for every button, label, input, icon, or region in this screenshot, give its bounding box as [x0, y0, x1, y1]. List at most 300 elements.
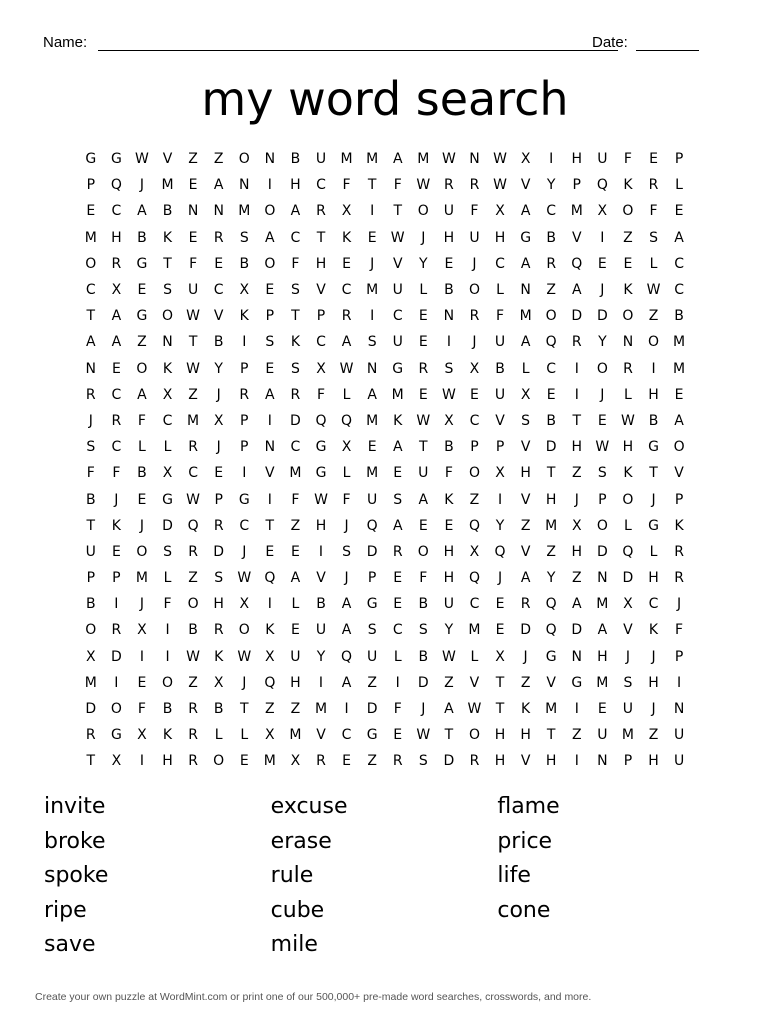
grid-letter: C: [213, 282, 224, 299]
grid-letter: T: [163, 255, 172, 272]
grid-letter: P: [572, 177, 581, 194]
grid-letter: Z: [648, 727, 659, 744]
grid-letter: U: [494, 386, 506, 403]
grid-letter: E: [367, 439, 377, 456]
grid-letter: A: [290, 570, 301, 587]
grid-letter: U: [673, 727, 685, 744]
grid-letter: U: [315, 151, 327, 168]
grid-letter: G: [315, 439, 327, 456]
grid-letter: H: [648, 674, 659, 691]
grid-letter: O: [162, 308, 174, 325]
grid-letter: I: [114, 596, 119, 613]
grid-letter: Z: [188, 151, 198, 168]
grid-letter: O: [136, 360, 148, 377]
grid-letter: S: [163, 543, 172, 560]
grid-letter: K: [214, 648, 224, 665]
grid-letter: B: [444, 439, 454, 456]
grid-letter: J: [216, 439, 221, 456]
grid-letter: Q: [264, 674, 276, 691]
grid-letter: F: [623, 151, 632, 168]
grid-letter: C: [674, 282, 684, 299]
grid-letter: S: [444, 360, 454, 377]
grid-letter: M: [238, 203, 251, 220]
grid-letter: S: [418, 622, 428, 639]
word-list-item: cube: [270, 897, 325, 923]
grid-letter: J: [242, 543, 247, 560]
word-list-item: save: [44, 932, 96, 958]
grid-row: [78, 486, 692, 512]
grid-letter: Z: [546, 543, 556, 560]
grid-letter: O: [417, 543, 429, 560]
grid-letter: I: [395, 674, 400, 691]
page-title: my word search: [201, 72, 569, 126]
grid-letter: B: [137, 465, 147, 482]
grid-letter: T: [367, 177, 377, 194]
grid-letter: I: [165, 648, 170, 665]
grid-letter: Z: [571, 727, 582, 744]
grid-letter: Q: [341, 648, 353, 665]
grid-letter: P: [598, 491, 607, 508]
grid-letter: F: [163, 596, 172, 613]
grid-letter: S: [521, 412, 531, 429]
word-column: [497, 790, 724, 963]
grid-letter: A: [290, 203, 301, 220]
grid-letter: R: [111, 622, 122, 639]
grid-letter: D: [545, 439, 557, 456]
grid-letter: I: [139, 753, 145, 770]
grid-letter: I: [114, 674, 119, 691]
grid-letter: A: [367, 386, 377, 403]
grid-letter: B: [213, 334, 224, 351]
grid-letter: H: [597, 648, 608, 665]
grid-letter: M: [289, 727, 302, 744]
grid-letter: V: [392, 255, 403, 272]
grid-letter: T: [444, 727, 454, 744]
grid-letter: Q: [110, 177, 122, 194]
grid-letter: U: [418, 465, 429, 482]
grid-letter: H: [494, 727, 506, 744]
grid-row: [78, 696, 692, 722]
grid-letter: B: [648, 412, 659, 429]
grid-letter: S: [649, 229, 658, 246]
grid-letter: I: [574, 360, 579, 377]
grid-letter: L: [214, 727, 223, 744]
word-list-item: excuse: [270, 794, 348, 819]
grid-letter: L: [138, 439, 146, 456]
grid-letter: L: [624, 517, 632, 534]
grid-letter: E: [674, 203, 684, 220]
word-list-item: flame: [497, 794, 560, 819]
grid-letter: P: [674, 648, 684, 665]
grid-letter: S: [239, 229, 249, 246]
grid-letter: J: [421, 229, 426, 246]
grid-letter: H: [648, 570, 659, 587]
grid-letter: O: [545, 308, 557, 325]
grid-letter: C: [316, 177, 326, 194]
grid-letter: T: [546, 465, 556, 482]
grid-letter: H: [648, 386, 659, 403]
grid-letter: H: [111, 229, 122, 246]
grid-letter: A: [137, 203, 147, 220]
grid-letter: J: [651, 491, 656, 508]
grid-letter: A: [392, 439, 403, 456]
grid-letter: Z: [290, 517, 301, 534]
grid-letter: H: [648, 753, 659, 770]
grid-letter: J: [139, 177, 145, 194]
grid-letter: I: [600, 229, 605, 246]
grid-letter: Q: [264, 570, 276, 587]
grid-letter: M: [289, 465, 302, 482]
grid-letter: I: [267, 491, 272, 508]
grid-row: [78, 513, 692, 539]
grid-letter: F: [470, 203, 479, 220]
grid-letter: B: [444, 282, 454, 299]
grid-letter: B: [674, 308, 684, 325]
grid-letter: I: [344, 701, 349, 718]
grid-letter: B: [316, 596, 326, 613]
grid-letter: T: [546, 727, 556, 744]
grid-letter: G: [136, 255, 148, 272]
grid-letter: Q: [545, 334, 557, 351]
grid-letter: R: [392, 543, 403, 560]
grid-letter: E: [495, 596, 505, 613]
grid-letter: I: [139, 648, 145, 665]
grid-letter: H: [622, 439, 634, 456]
grid-letter: T: [265, 517, 275, 534]
grid-letter: W: [237, 648, 252, 665]
grid-letter: X: [341, 203, 352, 220]
grid-letter: A: [674, 229, 684, 246]
grid-letter: N: [162, 334, 173, 351]
grid-letter: K: [623, 465, 633, 482]
grid-letter: X: [213, 674, 224, 691]
grid-letter: W: [441, 386, 456, 403]
grid-letter: E: [623, 255, 633, 272]
grid-letter: Z: [469, 491, 480, 508]
grid-letter: N: [443, 308, 455, 325]
grid-letter: W: [416, 727, 431, 744]
grid-letter: D: [417, 674, 429, 691]
grid-letter: W: [646, 282, 661, 299]
grid-letter: H: [315, 517, 327, 534]
grid-letter: A: [444, 701, 454, 718]
grid-letter: G: [545, 648, 557, 665]
grid-letter: S: [86, 439, 96, 456]
grid-letter: L: [521, 360, 530, 377]
grid-letter: O: [622, 203, 634, 220]
grid-letter: S: [342, 543, 352, 560]
grid-letter: H: [545, 753, 557, 770]
grid-letter: L: [624, 386, 632, 403]
grid-letter: M: [135, 570, 148, 587]
grid-letter: B: [85, 491, 96, 508]
grid-letter: Y: [419, 255, 428, 272]
grid-letter: M: [84, 674, 97, 691]
grid-letter: K: [162, 360, 173, 377]
grid-letter: Z: [188, 386, 198, 403]
grid-letter: U: [85, 543, 96, 560]
grid-letter: U: [494, 334, 506, 351]
grid-letter: Y: [495, 517, 505, 534]
grid-letter: X: [495, 465, 505, 482]
grid-letter: B: [162, 203, 173, 220]
grid-letter: X: [162, 465, 173, 482]
grid-letter: B: [162, 701, 173, 718]
grid-letter: C: [546, 360, 557, 377]
grid-letter: A: [137, 386, 147, 403]
grid-letter: J: [497, 570, 503, 587]
grid-row: [78, 722, 692, 748]
grid-letter: W: [441, 648, 456, 665]
grid-letter: K: [623, 282, 633, 299]
grid-letter: R: [316, 753, 326, 770]
grid-letter: U: [290, 648, 301, 665]
grid-letter: I: [677, 674, 682, 691]
grid-letter: F: [86, 465, 95, 482]
grid-letter: P: [240, 439, 249, 456]
grid-letter: F: [189, 255, 198, 272]
grid-letter: E: [290, 543, 300, 560]
grid-letter: Z: [213, 151, 224, 168]
grid-letter: J: [344, 570, 349, 587]
date-field[interactable]: [636, 50, 699, 51]
grid-letter: A: [111, 334, 122, 351]
grid-letter: O: [110, 701, 122, 718]
grid-letter: Y: [598, 334, 607, 351]
grid-letter: U: [187, 282, 199, 299]
grid-letter: O: [622, 308, 634, 325]
grid-letter: V: [316, 570, 326, 587]
grid-letter: U: [597, 727, 608, 744]
grid-letter: M: [366, 151, 379, 168]
grid-letter: E: [597, 412, 607, 429]
grid-letter: T: [495, 674, 505, 691]
grid-letter: X: [316, 360, 326, 377]
grid-letter: X: [623, 596, 633, 613]
word-list-item: ripe: [44, 897, 87, 923]
grid-letter: A: [86, 334, 96, 351]
date-label: Date:: [592, 34, 628, 51]
grid-letter: M: [570, 203, 583, 220]
grid-row: [78, 225, 692, 251]
grid-letter: V: [571, 229, 582, 246]
grid-letter: Q: [366, 517, 378, 534]
grid-letter: E: [265, 543, 275, 560]
grid-letter: U: [469, 229, 480, 246]
grid-letter: C: [239, 517, 250, 534]
grid-letter: G: [136, 308, 148, 325]
grid-letter: N: [264, 439, 276, 456]
grid-letter: E: [393, 570, 403, 587]
grid-letter: C: [674, 255, 684, 272]
grid-letter: X: [597, 203, 608, 220]
grid-letter: E: [214, 255, 224, 272]
grid-letter: M: [187, 412, 200, 429]
grid-letter: I: [242, 465, 247, 482]
grid-letter: V: [520, 753, 531, 770]
grid-letter: A: [392, 151, 403, 168]
grid-letter: R: [341, 308, 352, 325]
grid-letter: V: [623, 622, 633, 639]
grid-letter: H: [290, 674, 301, 691]
grid-letter: C: [392, 622, 403, 639]
grid-letter: M: [417, 151, 430, 168]
grid-row: [78, 408, 692, 434]
grid-letter: L: [470, 648, 479, 665]
grid-letter: X: [239, 282, 250, 299]
grid-letter: U: [622, 701, 634, 718]
grid-letter: I: [497, 491, 503, 508]
word-list-item: broke: [44, 828, 106, 854]
grid-letter: Q: [545, 596, 557, 613]
grid-letter: B: [137, 229, 147, 246]
grid-letter: Q: [596, 177, 608, 194]
grid-letter: A: [111, 308, 122, 325]
grid-letter: I: [318, 543, 324, 560]
grid-letter: J: [139, 517, 145, 534]
grid-letter: P: [495, 439, 505, 456]
name-label: Name:: [43, 34, 88, 51]
grid-letter: P: [470, 439, 479, 456]
grid-letter: Q: [545, 622, 557, 639]
grid-letter: H: [545, 491, 557, 508]
grid-letter: K: [265, 622, 275, 639]
grid-letter: R: [239, 386, 250, 403]
grid-letter: K: [393, 412, 403, 429]
grid-letter: X: [495, 648, 505, 665]
grid-letter: S: [290, 282, 300, 299]
grid-letter: Z: [265, 701, 275, 718]
grid-letter: J: [472, 255, 477, 272]
grid-letter: O: [136, 543, 148, 560]
grid-letter: W: [186, 491, 201, 508]
grid-letter: H: [494, 753, 506, 770]
grid-letter: J: [600, 282, 605, 299]
grid-letter: O: [468, 465, 480, 482]
grid-letter: O: [264, 255, 276, 272]
grid-letter: X: [571, 517, 582, 534]
grid-letter: P: [623, 753, 633, 770]
grid-letter: R: [213, 229, 224, 246]
grid-letter: E: [444, 517, 454, 534]
grid-letter: E: [418, 386, 428, 403]
grid-letter: R: [188, 439, 198, 456]
grid-letter: B: [290, 151, 301, 168]
grid-letter: L: [649, 543, 658, 560]
grid-letter: C: [162, 412, 173, 429]
grid-letter: V: [162, 151, 173, 168]
grid-letter: N: [85, 360, 97, 377]
grid-letter: G: [110, 151, 122, 168]
grid-letter: Q: [315, 412, 327, 429]
grid-letter: P: [265, 308, 275, 325]
grid-letter: V: [316, 727, 326, 744]
grid-letter: I: [549, 151, 554, 168]
grid-letter: T: [649, 465, 658, 482]
grid-letter: M: [621, 727, 634, 744]
grid-letter: D: [85, 701, 97, 718]
grid-letter: E: [239, 753, 249, 770]
grid-letter: A: [392, 517, 403, 534]
grid-letter: B: [239, 255, 250, 272]
grid-letter: F: [137, 412, 146, 429]
grid-letter: R: [188, 753, 198, 770]
grid-letter: D: [622, 570, 634, 587]
grid-letter: J: [651, 648, 656, 665]
grid-letter: S: [623, 674, 633, 691]
grid-letter: H: [443, 543, 455, 560]
grid-letter: M: [84, 229, 97, 246]
grid-letter: K: [239, 308, 249, 325]
grid-letter: E: [137, 674, 147, 691]
grid-letter: O: [85, 255, 97, 272]
grid-letter: R: [85, 386, 96, 403]
grid-letter: R: [316, 203, 326, 220]
grid-letter: Z: [290, 701, 301, 718]
grid-letter: S: [367, 622, 377, 639]
grid-letter: I: [574, 753, 579, 770]
grid-letter: C: [85, 282, 96, 299]
grid-letter: R: [546, 255, 557, 272]
grid-letter: F: [137, 701, 146, 718]
grid-letter: W: [186, 648, 201, 665]
grid-row: [78, 172, 692, 198]
grid-letter: B: [85, 596, 96, 613]
grid-letter: T: [495, 701, 505, 718]
grid-letter: R: [111, 255, 122, 272]
grid-letter: V: [469, 674, 480, 691]
grid-letter: F: [444, 465, 453, 482]
grid-letter: F: [342, 177, 351, 194]
grid-letter: E: [367, 229, 377, 246]
grid-letter: C: [341, 727, 352, 744]
grid-letter: G: [315, 465, 327, 482]
grid-letter: A: [265, 229, 275, 246]
grid-letter: E: [111, 360, 121, 377]
grid-letter: F: [496, 308, 505, 325]
grid-letter: V: [495, 412, 505, 429]
grid-letter: I: [267, 596, 272, 613]
grid-letter: I: [267, 412, 272, 429]
grid-letter: C: [546, 203, 557, 220]
grid-letter: P: [367, 570, 377, 587]
grid-letter: J: [472, 334, 477, 351]
grid-letter: E: [342, 255, 351, 272]
name-field[interactable]: [98, 50, 618, 51]
grid-row: [78, 329, 692, 355]
grid-letter: C: [469, 596, 480, 613]
grid-letter: M: [161, 177, 174, 194]
grid-letter: L: [291, 596, 300, 613]
grid-row: [78, 670, 692, 696]
grid-letter: U: [673, 753, 685, 770]
grid-letter: K: [444, 491, 454, 508]
grid-letter: O: [468, 282, 480, 299]
grid-row: [78, 382, 692, 408]
grid-letter: E: [393, 727, 403, 744]
grid-letter: N: [520, 282, 531, 299]
grid-letter: T: [572, 412, 582, 429]
grid-letter: E: [418, 517, 428, 534]
grid-letter: U: [392, 334, 403, 351]
grid-letter: W: [621, 412, 635, 429]
grid-letter: V: [213, 308, 224, 325]
grid-row: [78, 198, 692, 224]
grid-letter: X: [469, 360, 480, 377]
word-list-item: erase: [270, 828, 332, 854]
grid-letter: R: [469, 753, 480, 770]
grid-letter: E: [597, 701, 607, 718]
